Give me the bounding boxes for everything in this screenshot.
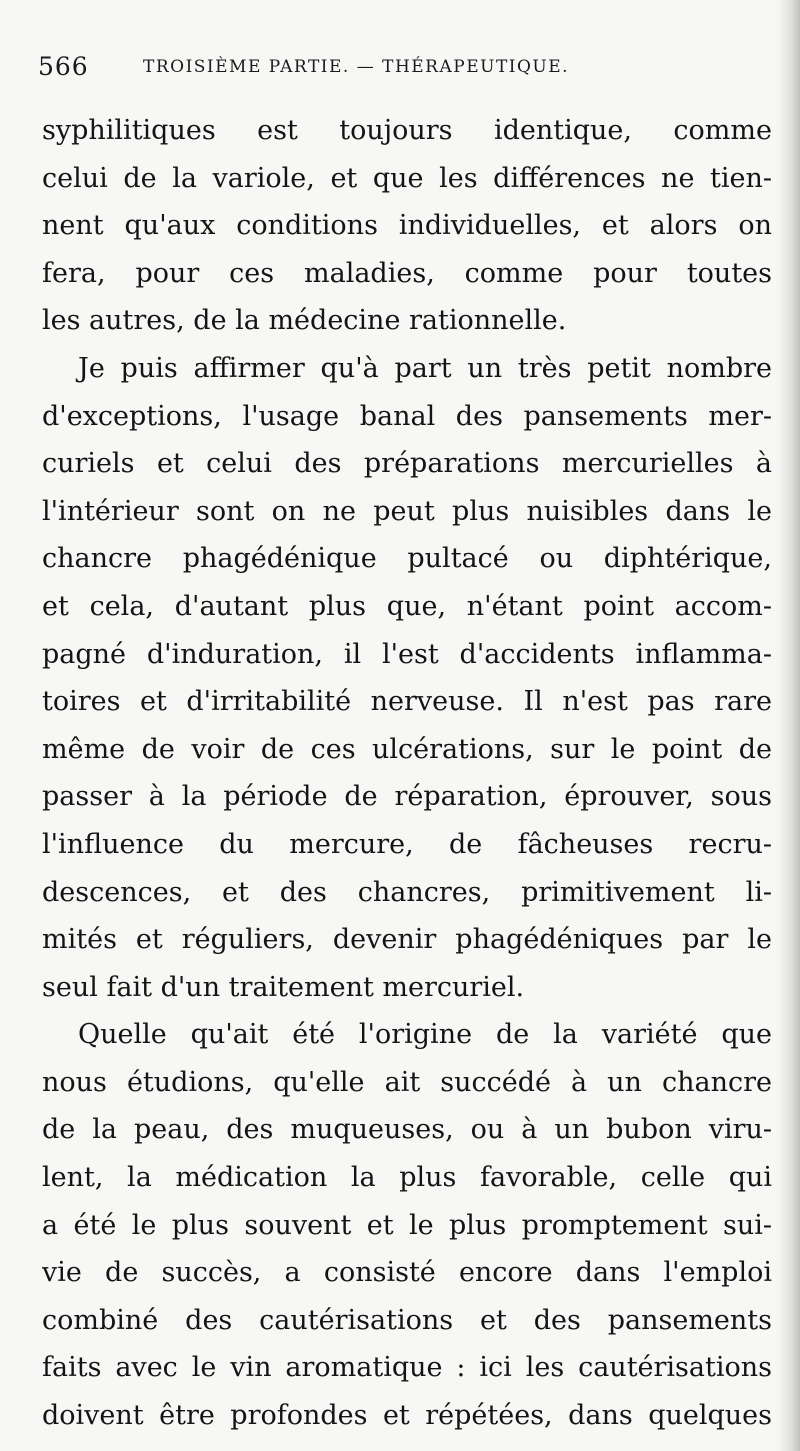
text-line: de la peau, des muqueuses, ou à un bubon viru- xyxy=(42,1114,772,1146)
page-edge-shadow xyxy=(778,0,800,1451)
text-line: lent, la médication la plus favorable, celle qui xyxy=(42,1162,772,1194)
body-text xyxy=(42,107,772,1440)
text-line: descences, et des chancres, primitivement li- xyxy=(42,876,772,908)
text-line: les autres, de la médecine rationnelle. xyxy=(42,305,567,337)
page-number: 566 xyxy=(38,52,89,81)
text-line: Quelle qu'ait été l'origine de la variété que xyxy=(78,1019,772,1051)
text-line: l'influence du mercure, de fâcheuses recru- xyxy=(42,828,772,860)
running-header xyxy=(38,52,778,92)
text-line: mités et réguliers, devenir phagédéniques par le xyxy=(42,924,772,956)
text-line: d'exceptions, l'usage banal des pansements mer- xyxy=(42,400,772,432)
text-line: et cela, d'autant plus que, n'étant point accom- xyxy=(42,590,772,622)
text-line: curiels et celui des préparations mercurielles à xyxy=(42,448,772,480)
text-line: chancre phagédénique pultacé ou diphtérique, xyxy=(42,543,772,575)
text-line: toires et d'irritabilité nerveuse. Il n'est pas rare xyxy=(42,686,772,718)
text-line: fera, pour ces maladies, comme pour toutes xyxy=(42,257,772,289)
text-line: vie de succès, a consisté encore dans l'emploi xyxy=(42,1257,772,1289)
text-line: pagné d'induration, il l'est d'accidents inflamma- xyxy=(42,638,772,670)
text-line: l'intérieur sont on ne peut plus nuisibles dans le xyxy=(42,495,772,527)
text-line: nous étudions, qu'elle ait succédé à un chancre xyxy=(42,1066,772,1098)
text-line: faits avec le vin aromatique : ici les cautérisations xyxy=(42,1352,772,1384)
text-line: nent qu'aux conditions individuelles, et alors on xyxy=(42,210,772,242)
text-line: seul fait d'un traitement mercuriel. xyxy=(42,971,525,1003)
text-line: celui de la variole, et que les différences ne tien- xyxy=(42,162,772,194)
text-line: Je puis affirmer qu'à part un très petit nombre xyxy=(78,352,772,384)
text-line: passer à la période de réparation, éprouver, sous xyxy=(42,781,772,813)
text-line: a été le plus souvent et le plus promptement sui- xyxy=(42,1209,772,1241)
text-line: syphilitiques est toujours identique, comme xyxy=(42,115,772,146)
running-head-title: TROISIÈME PARTIE. — THÉRAPEUTIQUE. xyxy=(143,57,570,77)
text-line: combiné des cautérisations et des pansements xyxy=(42,1304,772,1336)
text-line: doivent être profondes et répétées, dans quelques xyxy=(42,1400,772,1432)
text-line: même de voir de ces ulcérations, sur le point de xyxy=(42,733,772,765)
